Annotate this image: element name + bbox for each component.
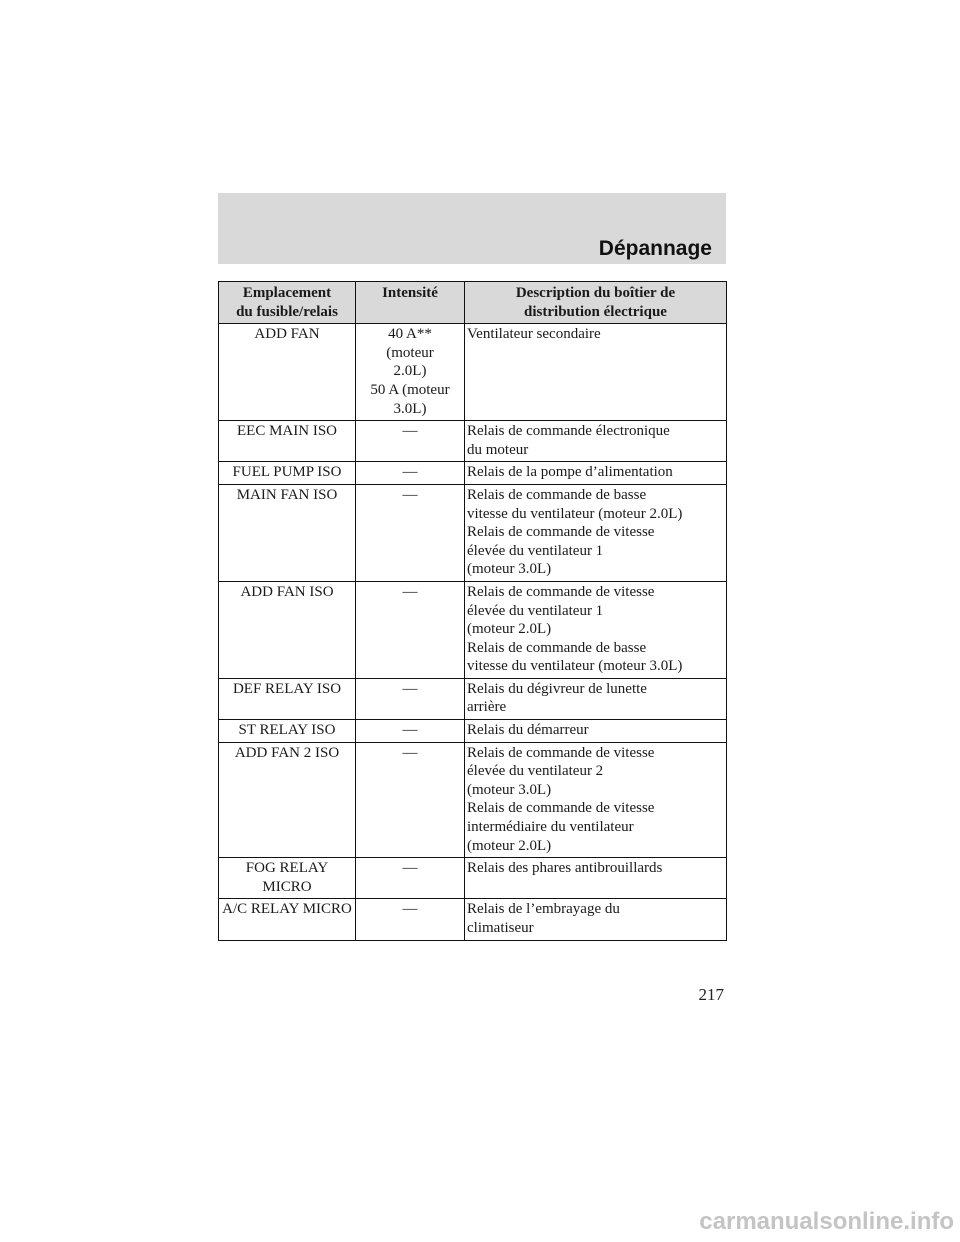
cell-description-line: intermédiaire du ventilateur xyxy=(467,819,634,836)
watermark: carmanualsonline.info xyxy=(699,1208,954,1235)
cell-amperage-line: 50 A (moteur xyxy=(370,381,450,398)
cell-amperage-line: 3.0L) xyxy=(393,400,427,417)
cell-description-line: Relais du démarreur xyxy=(467,722,589,739)
cell-description xyxy=(465,720,727,743)
cell-description-line: Relais de commande de basse xyxy=(467,639,647,656)
table-row xyxy=(219,720,727,743)
cell-description-line: élevée du ventilateur 1 xyxy=(467,602,604,619)
cell-amperage xyxy=(356,581,465,678)
cell-location-line: ADD FAN ISO xyxy=(240,583,334,600)
cell-description-line: Relais du dégivreur de lunette xyxy=(467,680,647,697)
cell-amperage xyxy=(356,484,465,581)
table-row xyxy=(219,742,727,858)
cell-location xyxy=(219,484,356,581)
cell-description-line: Relais des phares antibrouillards xyxy=(467,860,663,877)
cell-amperage-line: — xyxy=(402,901,418,918)
cell-description-line: Relais de commande de vitesse xyxy=(467,524,655,541)
cell-description-line: Relais de commande électronique xyxy=(467,423,670,440)
table-header xyxy=(219,282,727,324)
cell-description xyxy=(465,678,727,719)
cell-location-line: DEF RELAY ISO xyxy=(232,680,342,697)
cell-description-line: (moteur 3.0L) xyxy=(467,781,552,798)
header-description xyxy=(465,282,727,324)
cell-amperage-line: (moteur xyxy=(386,344,434,361)
cell-amperage-line: 40 A** xyxy=(388,326,432,343)
cell-amperage-line: — xyxy=(402,486,418,503)
header-location xyxy=(219,282,356,324)
header-amperage-line: Intensité xyxy=(382,285,438,301)
cell-description xyxy=(465,484,727,581)
cell-description xyxy=(465,581,727,678)
header-description-line: Description du boîtier de xyxy=(515,285,676,301)
cell-description xyxy=(465,462,727,485)
header-description-line: distribution électrique xyxy=(524,303,667,320)
cell-location xyxy=(219,720,356,743)
cell-location-line: ADD FAN xyxy=(254,326,320,343)
cell-location xyxy=(219,324,356,421)
cell-amperage xyxy=(356,858,465,899)
cell-location-line: MAIN FAN ISO xyxy=(236,486,338,503)
header-location-line: du fusible/relais xyxy=(236,303,338,320)
cell-location xyxy=(219,421,356,462)
cell-amperage xyxy=(356,678,465,719)
cell-amperage-line: — xyxy=(402,744,418,761)
cell-location-line: ST RELAY ISO xyxy=(238,722,336,739)
header-location-line: Emplacement xyxy=(242,285,332,301)
cell-description-line: du moteur xyxy=(467,441,529,458)
cell-location-line: MICRO xyxy=(262,878,312,895)
table-body xyxy=(219,324,727,940)
cell-amperage xyxy=(356,324,465,421)
cell-location-line: FUEL PUMP ISO xyxy=(232,464,342,481)
fuse-relay-table xyxy=(218,281,727,941)
cell-description-line: (moteur 2.0L) xyxy=(467,621,552,638)
section-title: Dépannage xyxy=(598,237,712,260)
cell-location xyxy=(219,462,356,485)
cell-description-line: Relais de commande de vitesse xyxy=(467,744,655,761)
cell-description-line: vitesse du ventilateur (moteur 3.0L) xyxy=(467,658,683,675)
cell-description-line: élevée du ventilateur 1 xyxy=(467,542,604,559)
table-row xyxy=(219,858,727,899)
cell-amperage-line: — xyxy=(402,860,418,877)
cell-description xyxy=(465,899,727,940)
cell-amperage-line: — xyxy=(402,680,418,697)
cell-amperage xyxy=(356,720,465,743)
cell-description-line: Ventilateur secondaire xyxy=(467,326,601,343)
cell-description xyxy=(465,742,727,858)
table-row xyxy=(219,462,727,485)
cell-location xyxy=(219,742,356,858)
table-row xyxy=(219,484,727,581)
cell-description-line: vitesse du ventilateur (moteur 2.0L) xyxy=(467,505,683,522)
cell-description-line: Relais de commande de vitesse xyxy=(467,800,655,817)
cell-description xyxy=(465,858,727,899)
cell-location xyxy=(219,899,356,940)
cell-amperage-line: — xyxy=(402,423,418,440)
page-number: 217 xyxy=(698,985,724,1004)
cell-location-line: A/C RELAY MICRO xyxy=(222,901,352,918)
cell-description-line: (moteur 3.0L) xyxy=(467,561,552,578)
cell-amperage xyxy=(356,421,465,462)
table-row xyxy=(219,421,727,462)
cell-description-line: arrière xyxy=(467,699,507,716)
cell-amperage-line: — xyxy=(402,464,418,481)
cell-amperage xyxy=(356,462,465,485)
cell-description-line: Relais de la pompe d’alimentation xyxy=(467,464,673,481)
cell-amperage-line: — xyxy=(402,583,418,600)
table-row xyxy=(219,678,727,719)
cell-description-line: Relais de commande de vitesse xyxy=(467,583,655,600)
cell-location-line: EEC MAIN ISO xyxy=(237,423,337,440)
cell-location-line: FOG RELAY xyxy=(245,860,329,877)
cell-location-line: ADD FAN 2 ISO xyxy=(234,744,340,761)
cell-description-line: (moteur 2.0L) xyxy=(467,837,552,854)
cell-amperage xyxy=(356,742,465,858)
cell-location xyxy=(219,581,356,678)
header-amperage xyxy=(356,282,465,324)
cell-description xyxy=(465,324,727,421)
cell-location xyxy=(219,678,356,719)
cell-description xyxy=(465,421,727,462)
cell-description-line: Relais de l’embrayage du xyxy=(467,901,620,918)
table-row xyxy=(219,899,727,940)
section-header-band xyxy=(218,193,726,264)
table-row xyxy=(219,581,727,678)
cell-amperage xyxy=(356,899,465,940)
cell-description-line: climatiseur xyxy=(467,920,534,936)
table-row xyxy=(219,324,727,421)
cell-description-line: Relais de commande de basse xyxy=(467,486,647,503)
cell-location xyxy=(219,858,356,899)
cell-amperage-line: — xyxy=(402,722,418,739)
cell-description-line: élevée du ventilateur 2 xyxy=(467,763,604,780)
header-row xyxy=(219,282,727,324)
cell-amperage-line: 2.0L) xyxy=(393,363,427,380)
